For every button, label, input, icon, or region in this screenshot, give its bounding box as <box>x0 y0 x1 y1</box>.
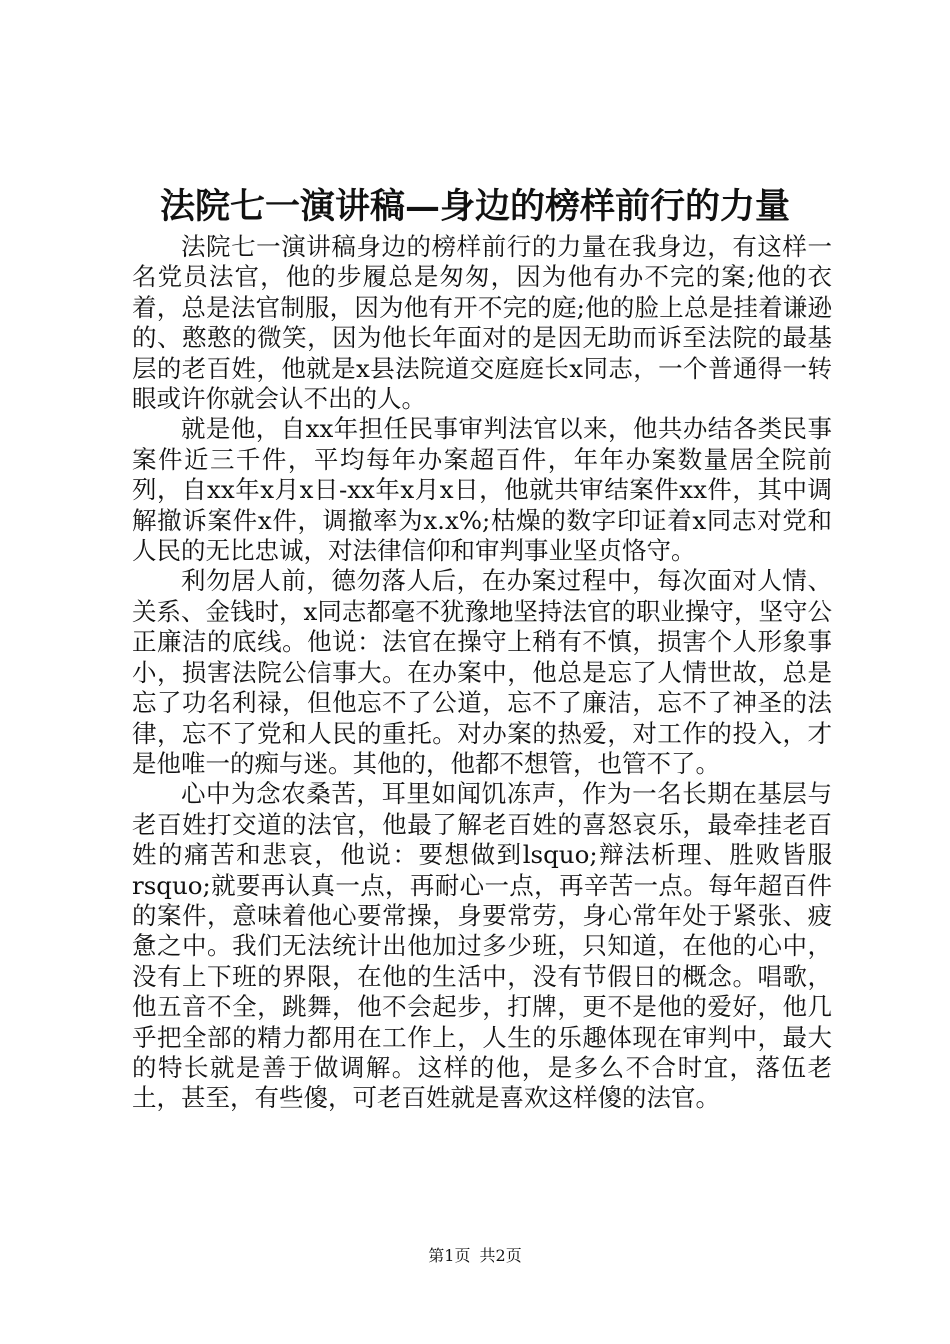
paragraph-1: 法院七一演讲稿身边的榜样前行的力量在我身边，有这样一名党员法官，他的步履总是匆匆，因为他有办不完的案;他的衣着，总是法官制服，因为他有开不完的庭;他的脸上总是挂着谦逊的、憨憨的微笑，因为他长年面对的是因无助而诉至法院的最基层的老百姓，他就是x县法院道交庭庭长x同志，一个普通得一转眼或许你就会认不出的人。 <box>132 232 832 414</box>
document-title: 法院七一演讲稿—身边的榜样前行的力量 <box>159 186 790 227</box>
page-footer <box>0 1244 950 1268</box>
page-number: 第1页 <box>428 1246 471 1265</box>
paragraph-3: 利勿居人前，德勿落人后，在办案过程中，每次面对人情、关系、金钱时，x同志都毫不犹豫地坚持法官的职业操守，坚守公正廉洁的底线。他说：法官在操守上稍有不慎，损害个人形象事小，损害法院公信事大。在办案中，他总是忘了人情世故，总是忘了功名利禄，但他忘不了公道，忘不了廉洁，忘不了神圣的法律，忘不了党和人民的重托。对办案的热爱，对工作的投入，才是他唯一的痴与迷。其他的，他都不想管，也管不了。 <box>132 566 832 778</box>
paragraph-2: 就是他，自xx年担任民事审判法官以来，他共办结各类民事案件近三千件，平均每年办案超百件，年年办案数量居全院前列，自xx年x月x日-xx年x月x日，他就共审结案件xx件，其中调解撤诉案件x件，调撤率为x.x%;枯燥的数字印证着x同志对党和人民的无比忠诚，对法律信仰和审判事业坚贞恪守。 <box>132 414 832 566</box>
page-total: 共2页 <box>479 1246 522 1265</box>
paragraph-4: 心中为念农桑苦，耳里如闻饥冻声，作为一名长期在基层与老百姓打交道的法官，他最了解老百姓的喜怒哀乐，最牵挂老百姓的痛苦和悲哀，他说：要想做到lsquo;辩法析理、胜败皆服rsquo;就要再认真一点，再耐心一点，再辛苦一点。每年超百件的案件，意味着他心要常操，身要常劳，身心常年处于紧张、疲惫之中。我们无法统计出他加过多少班，只知道，在他的心中，没有上下班的界限，在他的生活中，没有节假日的概念。唱歌，他五音不全，跳舞，他不会起步，打牌，更不是他的爱好，他几乎把全部的精力都用在工作上，人生的乐趣体现在审判中，最大的特长就是善于做调解。这样的他，是多么不合时宜，落伍老土，甚至，有些傻，可老百姓就是喜欢这样傻的法官。 <box>132 779 832 1113</box>
document-body <box>132 232 832 1114</box>
